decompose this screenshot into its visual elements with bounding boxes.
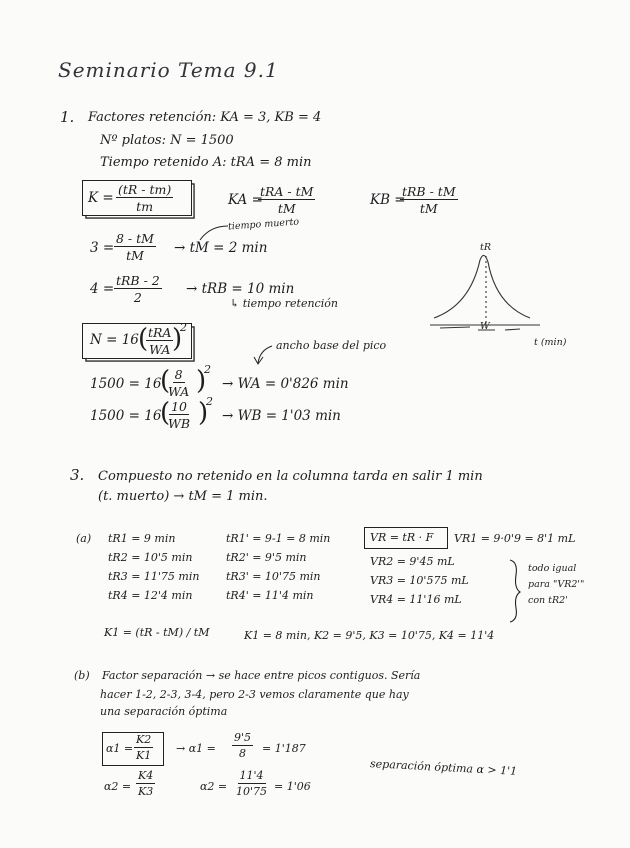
eq3-num: 8 - tM <box>116 231 154 246</box>
wb-den: WB <box>168 416 191 432</box>
wa-exponent: 2 <box>204 363 211 376</box>
tr-row-4: tR4 = 12'4 min <box>108 589 193 602</box>
wa-paren-close: ) <box>196 366 207 396</box>
eq3-lhs: 3 = <box>90 240 115 256</box>
wb-result: → WB = 1'03 min <box>222 408 341 424</box>
sketch-width-label: W <box>480 321 490 332</box>
tr-row-1: tR1 = 9 min <box>108 532 176 545</box>
alpha1-result: = 1'187 <box>262 742 306 755</box>
k-def-fraction <box>116 183 173 213</box>
wa-den: WA <box>168 384 190 400</box>
note-tiempo-retencion: ↳ tiempo retención <box>230 297 338 310</box>
b-line-3: una separación óptima <box>100 705 228 718</box>
n-den: WA <box>149 342 171 358</box>
wa-lhs: 1500 = 16 <box>90 376 162 392</box>
note-todo-igual-3: con tR2' <box>528 595 568 606</box>
vr-row-3: VR3 = 10'575 mL <box>370 574 469 587</box>
wb-paren-open: ( <box>160 398 171 428</box>
ka-den: tM <box>277 201 296 217</box>
eq4-num: tRB - 2 <box>116 273 160 288</box>
kb-fraction <box>400 185 458 215</box>
vr-row-4: VR4 = 11'16 mL <box>370 593 462 606</box>
kb-lhs: KB = <box>370 192 406 208</box>
n-num: tRA <box>148 325 172 340</box>
wa-result: → WA = 0'826 min <box>222 376 349 392</box>
n-paren-open: ( <box>138 324 149 354</box>
eq4-result: → tRB = 10 min <box>186 281 295 297</box>
note-ancho-base: ancho base del pico <box>276 339 387 352</box>
alpha2-def-den: K3 <box>138 784 154 798</box>
eq3-result: → tM = 2 min <box>174 240 268 256</box>
alpha-def-den: K1 <box>136 748 152 762</box>
vr-row-1: VR1 = 9·0'9 = 8'1 mL <box>454 532 576 545</box>
alpha2-lhs: α2 = <box>104 780 132 793</box>
alpha2-num: 11'4 <box>239 769 264 782</box>
note-todo-igual-2: para "VR2'" <box>528 579 585 590</box>
wa-num: 8 <box>174 367 183 382</box>
wb-lhs: 1500 = 16 <box>90 408 162 424</box>
q1-line1: Factores retención: KA = 3, KB = 4 <box>88 110 322 125</box>
peak-sketch <box>430 255 540 330</box>
sketch-peak-label: tR <box>480 242 491 253</box>
alpha-def-num: K2 <box>136 733 152 746</box>
q3-line1: Compuesto no retenido en la columna tarda en salir 1 min <box>98 469 483 484</box>
n-paren-close: ) <box>172 324 183 354</box>
alpha-def-lhs: α1 = <box>106 742 134 755</box>
wb-fraction <box>168 400 190 430</box>
tr-row-2: tR2 = 10'5 min <box>108 551 193 564</box>
tr-prime-row-4: tR4' = 11'4 min <box>226 589 314 602</box>
k-def-lhs: K = <box>88 190 114 206</box>
alpha2-def-fraction <box>136 770 155 797</box>
alpha2-def-num: K4 <box>138 769 154 782</box>
wa-fraction <box>168 368 189 398</box>
part-a-label: (a) <box>76 532 92 545</box>
n-fraction <box>146 326 173 356</box>
k-def-den: tm <box>136 199 154 215</box>
sketch-axis-label: t (min) <box>534 337 567 348</box>
vr-row-2: VR2 = 9'45 mL <box>370 555 455 568</box>
n-exponent: 2 <box>180 321 187 334</box>
kb-den: tM <box>419 201 438 217</box>
alpha2-den: 10'75 <box>236 784 268 798</box>
k-values: K1 = 8 min, K2 = 9'5, K3 = 10'75, K4 = 11'4 <box>244 629 495 642</box>
q1-line3: Tiempo retenido A: tRA = 8 min <box>100 155 312 170</box>
note-separacion-optima: separación óptima α > 1'1 <box>369 757 518 778</box>
k-def-num: (tR - tm) <box>118 182 172 197</box>
eq4-den: 2 <box>133 290 142 306</box>
alpha2-fraction <box>236 770 267 797</box>
eq3-den: tM <box>126 248 144 264</box>
eq3-fraction <box>114 232 156 262</box>
tr-prime-row-3: tR3' = 10'75 min <box>226 570 321 583</box>
tr-prime-row-1: tR1' = 9-1 = 8 min <box>226 532 331 545</box>
alpha2-result: = 1'06 <box>274 780 311 793</box>
wb-exponent: 2 <box>206 395 213 408</box>
alpha2-pre: α2 = <box>200 780 228 793</box>
note-tiempo-muerto: tiempo muerto <box>227 216 300 233</box>
alpha1-pre: → α1 = <box>176 742 216 755</box>
q1-line2: Nº platos: N = 1500 <box>100 133 234 148</box>
page-title: Seminario Tema 9.1 <box>58 58 279 82</box>
b-line-2: hacer 1-2, 2-3, 3-4, pero 2-3 vemos claramente que hay <box>100 688 409 701</box>
b-line-1: Factor separación → se hace entre picos contiguos. Sería <box>102 669 421 682</box>
ka-num: tRA - tM <box>260 184 314 199</box>
wa-paren-open: ( <box>160 366 171 396</box>
vr-formula: VR = tR · F <box>370 531 434 544</box>
wb-paren-close: ) <box>198 398 209 428</box>
q1-number: 1. <box>60 108 75 126</box>
wb-num: 10 <box>171 399 187 414</box>
bracket <box>510 560 520 622</box>
eq4-fraction <box>114 274 162 304</box>
kb-num: tRB - tM <box>402 184 456 199</box>
n-lhs: N = 16 <box>90 332 139 348</box>
q3-number: 3. <box>70 466 85 484</box>
eq4-lhs: 4 = <box>90 281 115 297</box>
tr-prime-row-2: tR2' = 9'5 min <box>226 551 307 564</box>
alpha-def-fraction <box>134 734 153 761</box>
note-todo-igual-1: todo igual <box>528 563 577 574</box>
q3-line2: (t. muerto) → tM = 1 min. <box>98 489 268 504</box>
note-arrow <box>200 226 228 240</box>
alpha1-fraction <box>232 732 253 759</box>
part-b-label: (b) <box>74 669 90 682</box>
k-formula: K1 = (tR - tM) / tM <box>104 626 210 639</box>
ka-fraction <box>258 185 315 215</box>
alpha1-den: 8 <box>239 746 247 760</box>
tr-row-3: tR3 = 11'75 min <box>108 570 200 583</box>
ka-lhs: KA = <box>228 192 263 208</box>
alpha1-num: 9'5 <box>234 731 252 744</box>
